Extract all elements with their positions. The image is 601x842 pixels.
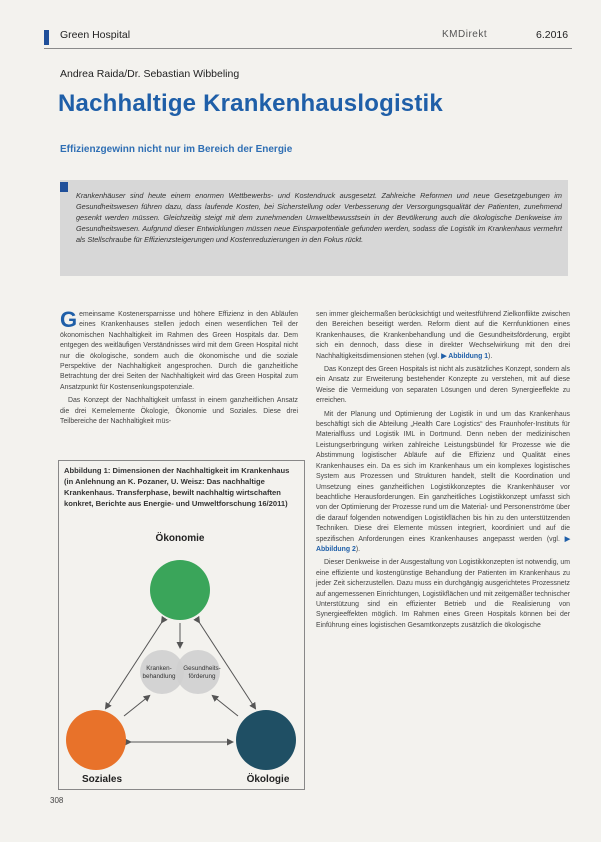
arrow-center-right <box>213 696 238 716</box>
text-column-left <box>60 307 298 430</box>
paragraph <box>316 310 570 362</box>
lead-text: Krankenhäuser sind heute einem enormen Wettbewerbs- und Kostendruck ausgesetzt. Zahlreiche Reformen und neue Gesetzgebungen im Gesundheitswesen führen dazu, dass laufende Kosten, bei Sicherstellung oder Verbesserung der Versorgungsqualität der Patienten, zunehmend gesenkt werden müssen. Gleichzeitig steigt mit dem zunehmenden Umweltbewusstsein in der Bevölkerung auch die ökologische Denkweise im Gesundheitswesen. Aufgrund dieser Entwicklungen müssen neue Einsparpotentiale gefunden werden, sodass die Logistik im Krankenhaus vermehrt als Stellschraube für Effizienzsteigerungen und Kostenreduzierungen in den Fokus rückt. <box>76 191 562 244</box>
paragraph: Dieser Denkweise in der Ausgestaltung von Logistikkonzepten ist notwendig, um eine effiziente und kostengünstige Behandlung der Patienten im Krankenhaus zu jeder Zeit sicherzustellen. Dazu muss ein durchgängig ausgerichtetes Prozessnetz auf angemessenen Einrichtungen, Logistikflächen und mit zeitgemäßer technischer Unterstützung sind ein effizienter Betrieb und die Realisierung von Synergieeffekten möglich. Im Rahmen eines Green Hospitals können bei der Einführung eines logistischen Gesamtkonzepts zusätzlich die ökologische <box>316 559 570 629</box>
circle-gesundheitsfoerderung <box>176 650 220 694</box>
article-subtitle: Effizienzgewinn nicht nur im Bereich der Energie <box>60 144 293 155</box>
circle-soziales <box>66 710 126 770</box>
paragraph <box>60 307 298 393</box>
section-label: Green Hospital <box>60 29 131 41</box>
label-gesundheit-2: förderung <box>188 673 216 680</box>
figure-reference-link[interactable]: ▶ Abbildung 1 <box>441 352 489 360</box>
paragraph-text: emeinsame Kostenersparnisse und höhere Effizienz in den Abläufen eines Krankenhauses stellen jedoch einen wesentlichen Teil der ökonomischen Nachhaltigkeit im Rahmen des Green Hospitals dar. Dem entgegen des weitläufigen Verständnisses wird mit dem Green Hospital nicht nur die ökologische, sondern auch die ökonomische und die soziale Perspektive der Nachhaltigkeit angesprochen. Durch die ganzheitliche Betrachtung der drei Seiten der Nachhaltigkeit wird das Green Hospital zum Ansatzpunkt für Kostensenkungspotenziale. <box>60 311 298 391</box>
label-gesundheit-1: Gesundheits- <box>183 665 221 672</box>
paragraph-text: Mit der Planung und Optimierung der Logistik in und um das Krankenhaus beschäftigt sich die Abteilung „Health Care Logistics“ des Fraunhofer-Instituts für Materialfluss und Logistik IML in Dortmund. Denn neben der medizinischen Leistungserbringung wirken zahlreiche Leistungsbündel für Prozesse wie die Abstimmung logistischer Abläufe auf die Effizienz und Qualität eines Krankenhauses ein. Da es sich im Krankenhaus um ein komplexes logistisches System aus Prozessen und Strukturen handelt, stellt die Koordination und Umsetzung eines ganzheitlichen Logistikkonzeptes die Krankenhäuser vor beachtliche Herausforderungen. Ein ganzheitliches Logistikkonzept umfasst sich von der Optimierung der Prozesse rund um die Material- und Personenströme über die darauf folgenden notwendigen Logistikflächen bis hin zu den unterstützenden Techniken. Diese drei Elemente müssen integriert, koordiniert und auf die spezifischen Anforderungen eines Krankenhauses angepasst werden (vgl. <box>316 410 570 543</box>
paragraph: Das Konzept der Nachhaltigkeit umfasst in einem ganzheitlichen Ansatz die drei Kernelemente Ökologie, Ökonomie und Soziales. Diese drei Teilbereiche der Nachhaltigkeit müs- <box>60 397 298 426</box>
figure-reference-link[interactable]: ▶ Abbildung 2 <box>316 535 570 553</box>
label-oekonomie: Ökonomie <box>155 533 205 544</box>
paragraph-text: ). <box>355 545 361 553</box>
paragraph-text: ). <box>488 352 493 360</box>
label-krankenbehandlung-2: behandlung <box>142 673 176 680</box>
figure-caption: Abbildung 1: Dimensionen der Nachhaltigkeit im Krankenhaus (in Anlehnung an K. Pozaner, U. Weisz: Das nachhaltige Krankenhaus. Transferphase, bewilt nachhaltig wirtschaften konkret, Berichte aus Energie- und Umweltforschung 16/2011) <box>64 466 290 508</box>
circle-oekologie <box>236 710 296 770</box>
section-color-bar <box>44 30 49 45</box>
paragraph <box>316 410 570 556</box>
header-divider <box>44 48 572 49</box>
issue-number: 6.2016 <box>536 29 569 41</box>
article-authors: Andrea Raida/Dr. Sebastian Wibbeling <box>60 68 240 80</box>
drop-cap: G <box>60 307 78 332</box>
paragraph-text: sen immer gleichermaßen berücksichtigt und weitestführend Zielkonflikte zwischen den Bereichen beseitigt werden. Reform dient auf die Kernfunktionen eines Krankenhauses, die Krankenbehandlung und die Gesundheitsförderung, ergibt sich ein dennoch, dass diese in direkter Wechselwirkung mit den drei Nachhaltigkeitsdimensionen stehen (vgl. <box>316 311 570 360</box>
label-soziales: Soziales <box>82 774 123 785</box>
magazine-name: KMDirekt <box>442 29 488 40</box>
lead-marker <box>60 182 68 192</box>
sustainability-diagram <box>58 520 303 788</box>
article-title: Nachhaltige Krankenhauslogistik <box>58 90 443 117</box>
page-number: 308 <box>50 796 64 805</box>
label-oekologie: Ökologie <box>246 774 290 785</box>
arrow-center-left <box>124 696 149 716</box>
label-krankenbehandlung-1: Kranken- <box>146 665 172 672</box>
paragraph: Das Konzept des Green Hospitals ist nicht als zusätzliches Konzept, sondern als ein Ansatz zur Erweiterung bestehender Konzepte zu verstehen, mit auf diese Weise die Vermeidung von separaten Lösungen und deren Synergieeffekte zu erreichen. <box>316 366 570 405</box>
text-column-right <box>316 310 570 634</box>
circle-oekonomie <box>150 560 210 620</box>
